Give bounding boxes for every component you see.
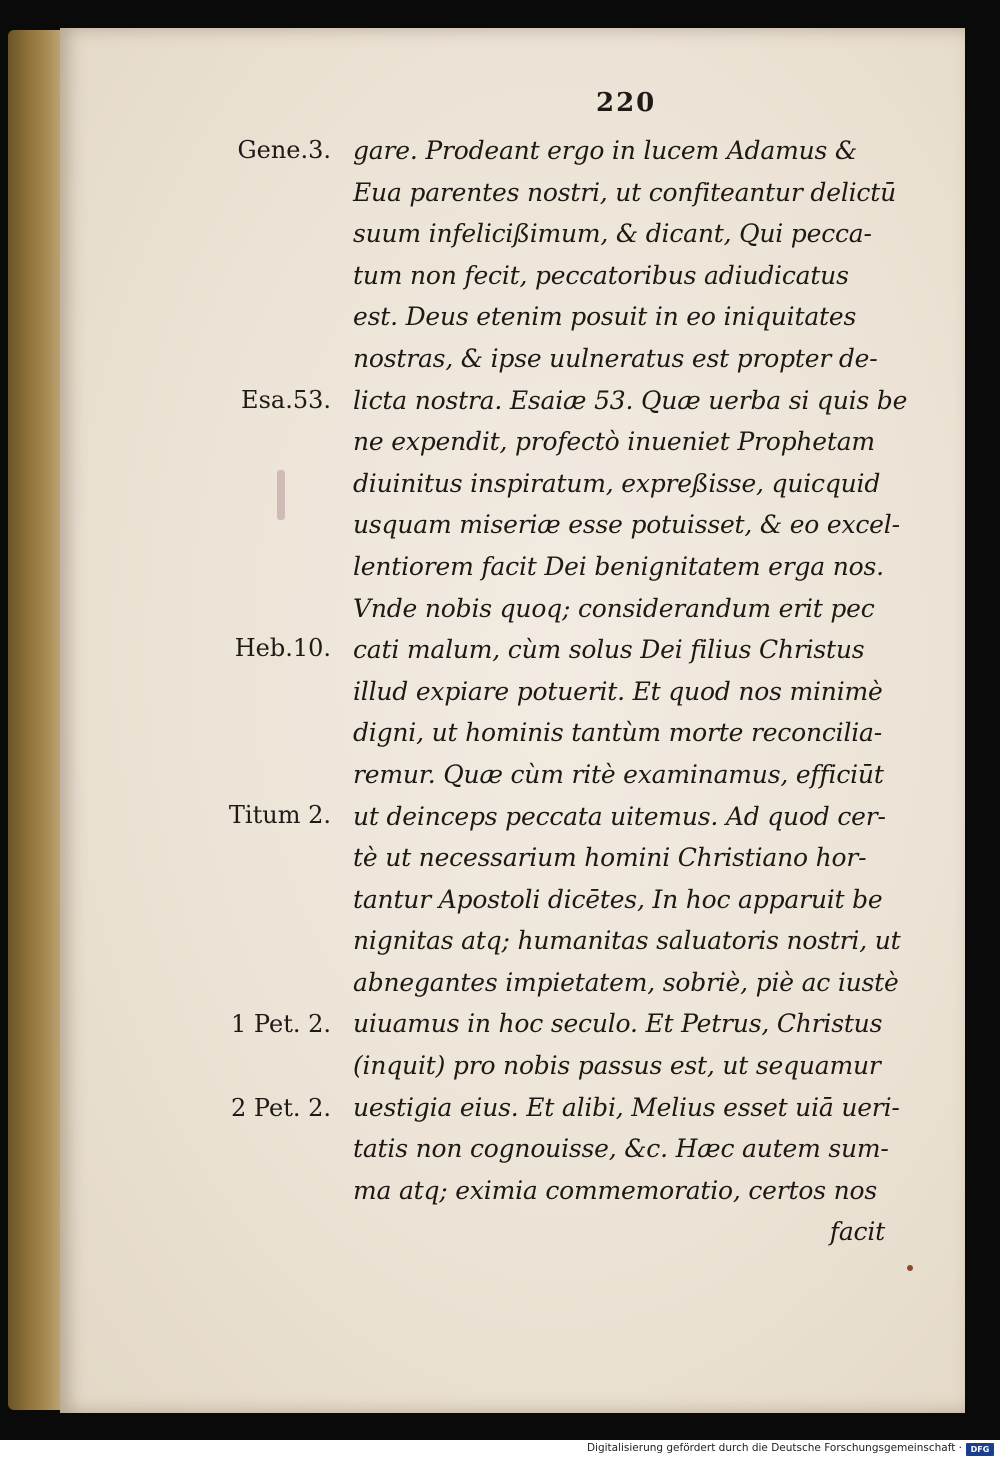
text-line: diuinitus inspiratum, expreßisse, quicquid bbox=[353, 468, 881, 498]
body-text bbox=[353, 130, 913, 1253]
margin-note-titus: Titum 2. bbox=[228, 801, 331, 829]
footer-bar bbox=[0, 1440, 1000, 1459]
text-line: tè ut necessarium homini Christiano hor- bbox=[353, 843, 867, 873]
text-line: nostras, & ipse uulneratus est propter de- bbox=[353, 343, 878, 373]
ink-spot bbox=[907, 1265, 913, 1271]
text-line: tantur Apostoli dicētes, In hoc apparuit be bbox=[353, 884, 883, 914]
text-line: (inquit) pro nobis passus est, ut sequamur bbox=[353, 1051, 881, 1081]
text-line: licta nostra. Esaiæ 53. Quæ uerba si quis be bbox=[353, 385, 908, 415]
margin-note-esaias: Esa.53. bbox=[241, 386, 331, 414]
text-line: est. Deus etenim posuit in eo iniquitates bbox=[353, 302, 857, 332]
text-line: abnegantes impietatem, sobriè, piè ac iustè bbox=[353, 967, 899, 997]
text-line: tum non fecit, peccatoribus adiudicatus bbox=[353, 260, 849, 290]
text-line: digni, ut hominis tantùm morte reconcilia- bbox=[353, 718, 883, 748]
text-line: remur. Quæ cùm ritè examinamus, efficiūt bbox=[353, 759, 884, 789]
text-line: ma atq; eximia commemoratio, certos nos bbox=[353, 1175, 877, 1205]
text-line: tatis non cognouisse, &c. Hæc autem sum- bbox=[353, 1134, 889, 1164]
text-line: nignitas atq; humanitas saluatoris nostri, ut bbox=[353, 926, 901, 956]
margin-note-2-peter: 2 Pet. 2. bbox=[231, 1094, 331, 1122]
text-line: suum infelicißimum, & dicant, Qui pecca- bbox=[353, 219, 872, 249]
text-line: uestigia eius. Et alibi, Melius esset uiā ueri- bbox=[353, 1092, 900, 1122]
text-line: lentiorem facit Dei benignitatem erga nos. bbox=[353, 551, 884, 581]
text-line: Vnde nobis quoq; considerandum erit pec bbox=[353, 593, 875, 623]
text-line: Eua parentes nostri, ut confiteantur delictū bbox=[353, 177, 896, 207]
margin-note-1-peter: 1 Pet. 2. bbox=[231, 1010, 331, 1038]
page-stain bbox=[277, 470, 285, 520]
text-line: usquam miseriæ esse potuisset, & eo excel- bbox=[353, 510, 900, 540]
dfg-logo: DFG bbox=[966, 1443, 994, 1456]
text-line: uiuamus in hoc seculo. Et Petrus, Christus bbox=[353, 1009, 883, 1039]
text-line: ne expendit, profectò inueniet Prophetam bbox=[353, 427, 875, 457]
text-line: illud expiare potuerit. Et quod nos minimè bbox=[353, 676, 883, 706]
text-line: cati malum, cùm solus Dei filius Christus bbox=[353, 635, 865, 665]
text-line: ut deinceps peccata uitemus. Ad quod cer- bbox=[353, 801, 886, 831]
page-number: 220 bbox=[596, 88, 657, 118]
margin-note-hebrews: Heb.10. bbox=[234, 634, 331, 662]
funding-credit: Digitalisierung gefördert durch die Deutsche Forschungsgemeinschaft · bbox=[586, 1442, 962, 1454]
margin-note-genesis: Gene.3. bbox=[237, 136, 331, 164]
catchword: facit bbox=[829, 1217, 885, 1247]
text-line: gare. Prodeant ergo in lucem Adamus & bbox=[353, 136, 857, 165]
